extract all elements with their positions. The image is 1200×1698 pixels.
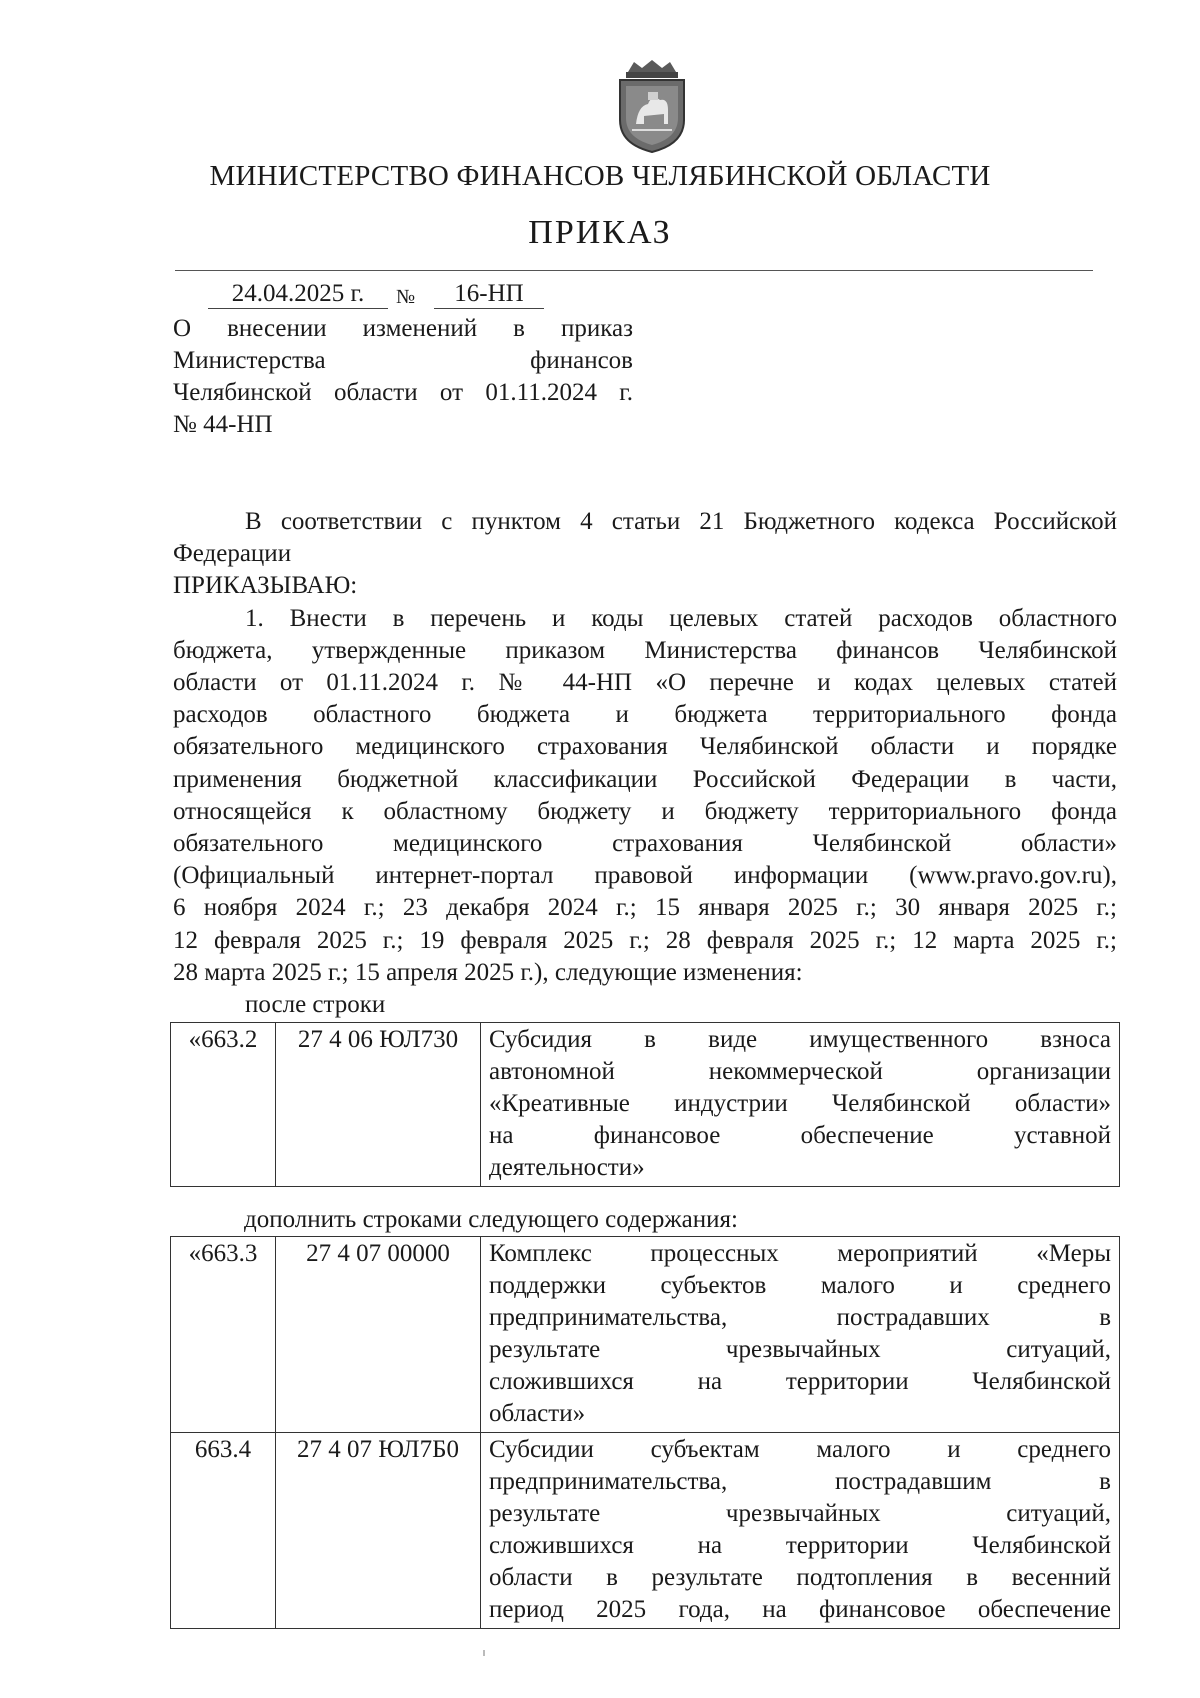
subject-line: Челябинской области от 01.11.2024 г. [173,379,633,406]
description-line: деятельности» [489,1154,645,1181]
description-line: сложившихся на территории Челябинской [489,1532,1111,1559]
order-directive: ПРИКАЗЫВАЮ: [173,572,358,600]
body-line: 12 февраля 2025 г.; 19 февраля 2025 г.; 28 февраля 2025 г.; 12 марта 2025 г.; [173,926,1117,954]
description-line: поддержки субъектов малого и среднего [489,1272,1111,1299]
body-line: применения бюджетной классификации Российской Федерации в части, [173,765,1117,793]
body-line: обязательного медицинского страхования Челябинской области» [173,830,1117,858]
order-number: 16-НП [434,280,544,309]
body-line: бюджета, утвержденные приказом Министерства финансов Челябинской [173,636,1117,664]
body-line: 28 марта 2025 г.; 15 апреля 2025 г.), следующие изменения: [173,958,803,986]
order-body [173,506,1117,1021]
subject-line: О внесении изменений в приказ [173,315,633,342]
row-description [481,1023,1120,1187]
description-line: результате чрезвычайных ситуаций, [489,1336,1111,1363]
body-line: В соответствии с пунктом 4 статьи 21 Бюджетного кодекса Российской [245,508,1117,535]
description-line: Субсидия в виде имущественного взноса [489,1026,1111,1053]
order-date: 24.04.2025 г. [208,280,388,309]
scan-speck [483,1650,485,1656]
row-description [481,1433,1120,1629]
document-title: ПРИКАЗ [528,214,672,251]
table-row [171,1433,1120,1629]
description-line: на финансовое обеспечение уставной [489,1122,1111,1149]
description-line: Субсидии субъектам малого и среднего [489,1436,1111,1463]
header-rule [175,270,1093,271]
table-after-row [170,1022,1120,1187]
body-line: 1. Внести в перечень и коды целевых статей расходов областного [245,604,1117,632]
description-line: области в результате подтопления в весенний [489,1564,1111,1591]
description-line: предпринимательства, пострадавших в [489,1304,1111,1331]
table-row [171,1023,1120,1187]
subject-line: № 44-НП [173,411,273,438]
body-line: обязательного медицинского страхования Челябинской области и порядке [173,733,1117,761]
description-line: предпринимательства, пострадавшим в [489,1468,1111,1495]
description-line: сложившихся на территории Челябинской [489,1368,1111,1395]
body-line: Федерации [173,540,292,568]
row-number: 663.4 [171,1433,276,1629]
table-row [171,1237,1120,1433]
description-line: «Креативные индустрии Челябинской области» [489,1090,1111,1117]
row-description [481,1237,1120,1433]
ministry-name: МИНИСТЕРСТВО ФИНАНСОВ ЧЕЛЯБИНСКОЙ ОБЛАСТИ [209,160,991,192]
row-number: «663.2 [171,1023,276,1187]
row-code: 27 4 07 00000 [276,1237,481,1433]
body-line: области от 01.11.2024 г. № 44-НП «О перечне и кодах целевых статей [173,669,1117,697]
body-line: относящейся к областному бюджету и бюджету территориального фонда [173,797,1117,825]
body-line: (Официальный интернет-портал правовой информации (www.pravo.gov.ru), [173,862,1117,890]
row-code: 27 4 07 ЮЛ7Б0 [276,1433,481,1629]
row-code: 27 4 06 ЮЛ730 [276,1023,481,1187]
coat-of-arms-icon [614,58,690,154]
description-line: результате чрезвычайных ситуаций, [489,1500,1111,1527]
body-line: 6 ноября 2024 г.; 23 декабря 2024 г.; 15 января 2025 г.; 30 января 2025 г.; [173,894,1117,922]
table-added-rows [170,1236,1120,1629]
description-line: период 2025 года, на финансовое обеспечение [489,1596,1111,1623]
row-number: «663.3 [171,1237,276,1433]
number-sign: № [396,286,416,308]
description-line: автономной некоммерческой организации [489,1058,1111,1085]
subject-line: Министерства финансов [173,347,633,374]
after-line-label: после строки [245,991,386,1019]
order-subject [173,313,633,441]
description-line: Комплекс процессных мероприятий «Меры [489,1240,1111,1267]
body-line: расходов областного бюджета и бюджета территориального фонда [173,701,1117,729]
description-line: области» [489,1400,586,1427]
add-lines-label: дополнить строками следующего содержания: [244,1206,738,1233]
